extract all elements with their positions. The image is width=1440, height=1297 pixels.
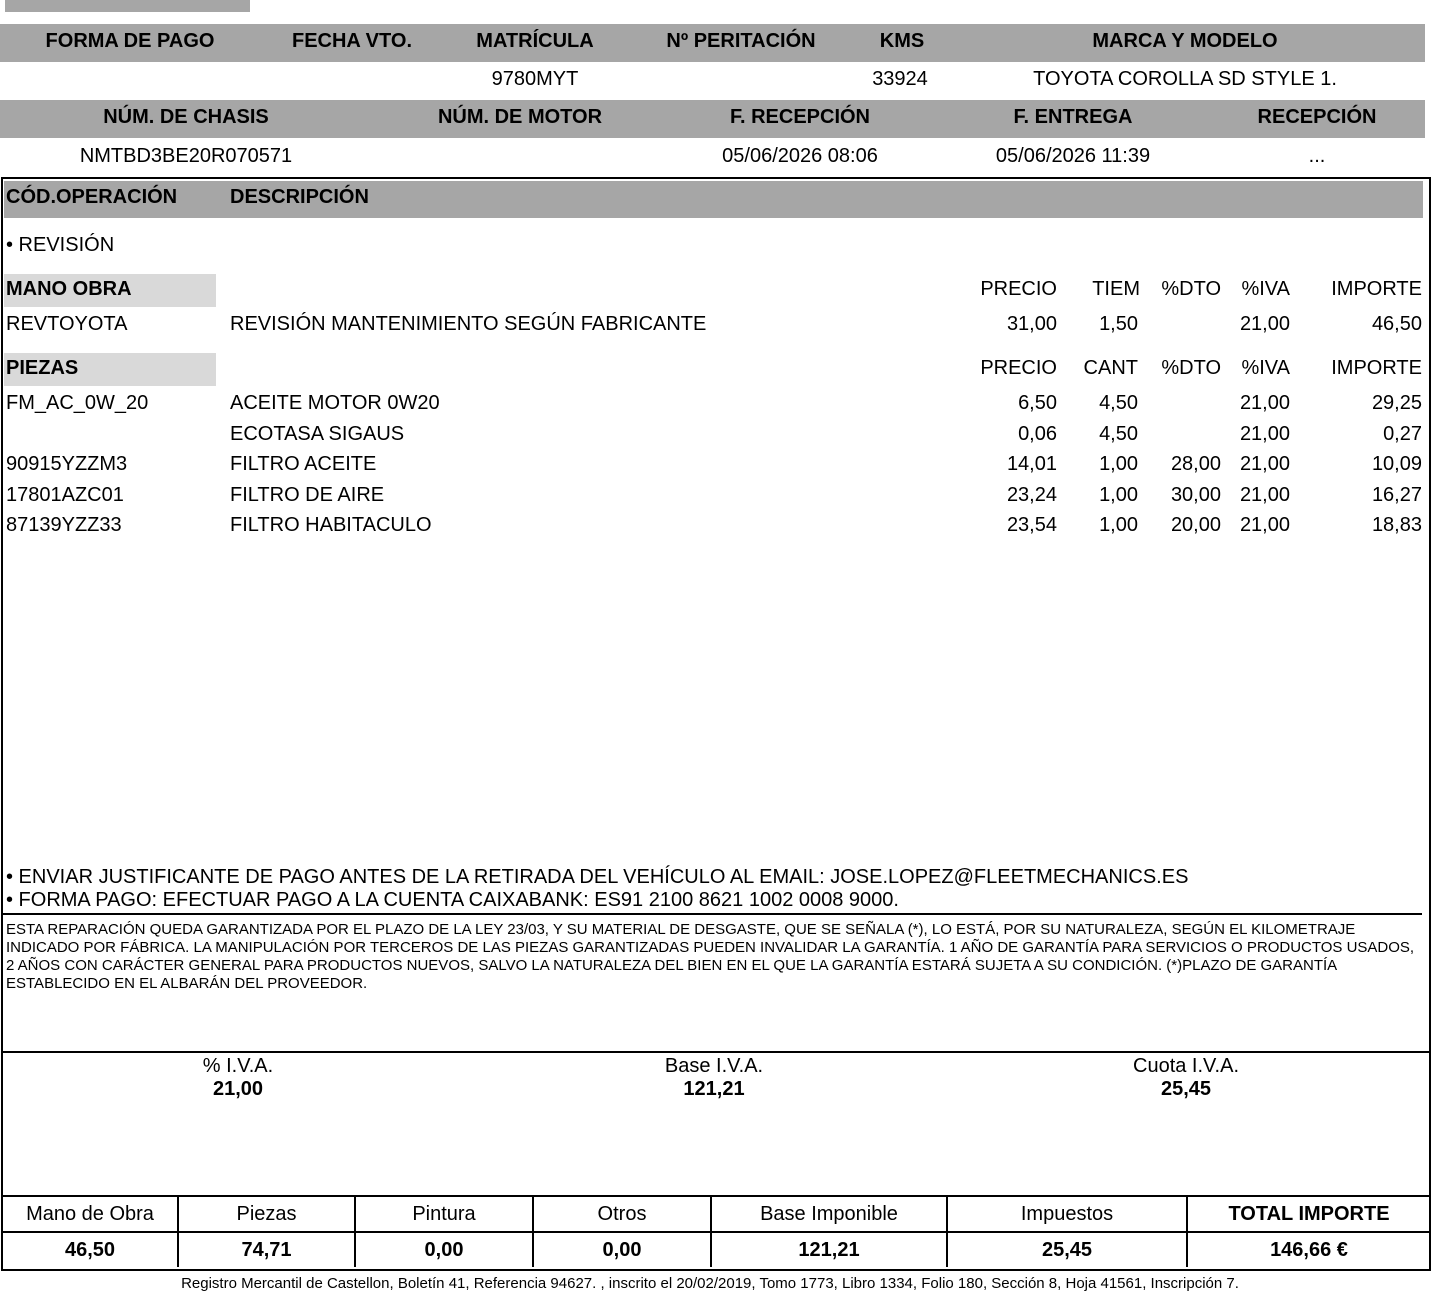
totals-label-total-importe: TOTAL IMPORTE [1228, 1203, 1390, 1225]
row-dto: 30,00 [1170, 484, 1221, 506]
totals-mid-line [3, 1231, 1430, 1233]
row-iva: 21,00 [1239, 392, 1290, 414]
totals-label-mano-obra: Mano de Obra [26, 1203, 154, 1225]
mano-obra-col-dto: %DTO [1161, 278, 1221, 300]
row-precio: 14,01 [1006, 453, 1057, 475]
totals-value-total-importe: 146,66 € [1270, 1239, 1348, 1261]
iva-cuota-label: Cuota I.V.A. [1133, 1055, 1239, 1077]
iva-pct-label: % I.V.A. [202, 1055, 274, 1077]
row-qty: 1,00 [1099, 484, 1138, 506]
totals-label-pintura: Pintura [412, 1203, 476, 1225]
row-desc: ECOTASA SIGAUS [230, 423, 405, 445]
totals-label-base-imponible: Base Imponible [760, 1203, 898, 1225]
table-header-band [4, 181, 1423, 218]
mano-obra-col-iva: %IVA [1241, 278, 1290, 300]
warranty-divider [3, 913, 1422, 915]
mano-obra-col-importe: IMPORTE [1331, 278, 1422, 300]
piezas-col-precio: PRECIO [980, 357, 1057, 379]
iva-divider [3, 1051, 1430, 1053]
totals-value-base-imponible: 121,21 [798, 1239, 860, 1261]
totals-top-line [3, 1195, 1430, 1197]
row-qty: 4,50 [1099, 423, 1138, 445]
row-importe: 10,09 [1371, 453, 1422, 475]
row-qty: 1,50 [1099, 313, 1138, 335]
row-iva: 21,00 [1239, 423, 1290, 445]
iva-pct-value: 21,00 [212, 1078, 264, 1100]
row-iva: 21,00 [1239, 313, 1290, 335]
row-code: REVTOYOTA [6, 313, 128, 335]
warranty-text: ESTA REPARACIÓN QUEDA GARANTIZADA POR EL PLAZO DE LA LEY 23/03, Y SU MATERIAL DE DESGASTE, QUE SE SEÑALA (*), LO ESTÁ, POR SU NATURALEZA, SEGÚN EL KILOMETRAJE INDICADO POR FÁBRICA. LA MANIPULACIÓN POR TERCEROS DE LAS PIEZAS GARANTIZADAS PUEDEN INVALIDAR LA GARANTÍA. 1 AÑO DE GARANTÍA PARA SERVICIOS O PRODUCTOS USADOS, 2 AÑOS CON CARÁCTER GENERAL PARA PRODUCTOS NUEVOS, SALVO LA NATURALEZA DEL BIEN EN EL QUE LA GARANTÍA ESTARÁ SUJETA A SU CONDICIÓN. (*)PLAZO DE GARANTÍA ESTABLECIDO EN EL ALBARÁN DEL PROVEEDOR. [6, 921, 1415, 992]
mano-obra-col-precio: PRECIO [980, 278, 1057, 300]
value-marca-modelo: TOYOTA COROLLA SD STYLE 1. [1033, 68, 1337, 90]
piezas-col-dto: %DTO [1161, 357, 1221, 379]
header-peritacion: Nº PERITACIÓN [666, 30, 816, 52]
top-tab-decoration [5, 0, 250, 12]
header-matricula: MATRÍCULA [476, 30, 594, 52]
row-precio: 6,50 [1018, 392, 1057, 414]
value-matricula: 9780MYT [491, 68, 579, 90]
row-code: 87139YZZ33 [6, 514, 122, 536]
row-dto: 28,00 [1170, 453, 1221, 475]
row-importe: 0,27 [1383, 423, 1422, 445]
totals-label-otros: Otros [597, 1203, 647, 1225]
row-desc: ACEITE MOTOR 0W20 [230, 392, 440, 414]
totals-value-impuestos: 25,45 [1041, 1239, 1093, 1261]
header-kms: KMS [879, 30, 925, 52]
totals-value-piezas: 74,71 [241, 1239, 292, 1261]
mano-obra-label: MANO OBRA [6, 278, 132, 300]
header-f-entrega: F. ENTREGA [1013, 106, 1133, 128]
totals-label-impuestos: Impuestos [1020, 1203, 1114, 1225]
piezas-col-cant: CANT [1083, 357, 1138, 379]
row-importe: 46,50 [1371, 313, 1422, 335]
totals-value-mano-obra: 46,50 [64, 1239, 116, 1261]
row-iva: 21,00 [1239, 514, 1290, 536]
value-f-recepcion: 05/06/2026 08:06 [722, 145, 878, 167]
iva-base-value: 121,21 [683, 1078, 745, 1100]
header-recepcion: RECEPCIÓN [1257, 106, 1377, 128]
totals-value-otros: 0,00 [602, 1239, 642, 1261]
header-chasis: NÚM. DE CHASIS [103, 106, 269, 128]
piezas-col-importe: IMPORTE [1331, 357, 1422, 379]
row-code: FM_AC_0W_20 [6, 392, 149, 414]
table-header-desc: DESCRIPCIÓN [230, 186, 369, 208]
totals-label-piezas: Piezas [236, 1203, 297, 1225]
row-dto: 20,00 [1170, 514, 1221, 536]
row-importe: 29,25 [1371, 392, 1422, 414]
row-precio: 23,24 [1006, 484, 1057, 506]
value-f-entrega: 05/06/2026 11:39 [995, 145, 1151, 167]
row-code: 17801AZC01 [6, 484, 124, 506]
mano-obra-col-tiem: TIEM [1092, 278, 1140, 300]
note-payment: • FORMA PAGO: EFECTUAR PAGO A LA CUENTA CAIXABANK: ES91 2100 8621 1002 0008 9000. [6, 889, 899, 911]
piezas-label: PIEZAS [6, 357, 79, 379]
iva-base-label: Base I.V.A. [664, 1055, 764, 1077]
header-marca-modelo: MARCA Y MODELO [1092, 30, 1278, 52]
main-frame [1, 177, 1431, 1271]
header-fecha-vto: FECHA VTO. [291, 30, 412, 52]
row-precio: 31,00 [1006, 313, 1057, 335]
row-qty: 4,50 [1099, 392, 1138, 414]
row-iva: 21,00 [1239, 453, 1290, 475]
row-desc: FILTRO DE AIRE [230, 484, 385, 506]
value-kms: 33924 [872, 68, 928, 90]
row-desc: FILTRO HABITACULO [230, 514, 432, 536]
row-qty: 1,00 [1099, 453, 1138, 475]
row-precio: 23,54 [1006, 514, 1057, 536]
table-header-cod: CÓD.OPERACIÓN [6, 186, 178, 208]
iva-cuota-value: 25,45 [1160, 1078, 1212, 1100]
header-f-recepcion: F. RECEPCIÓN [729, 106, 871, 128]
row-qty: 1,00 [1099, 514, 1138, 536]
value-chasis: NMTBD3BE20R070571 [79, 145, 293, 167]
row-desc: FILTRO ACEITE [230, 453, 377, 475]
header-forma-pago: FORMA DE PAGO [45, 30, 215, 52]
row-iva: 21,00 [1239, 484, 1290, 506]
note-email: • ENVIAR JUSTIFICANTE DE PAGO ANTES DE LA RETIRADA DEL VEHÍCULO AL EMAIL: JOSE.LOPEZ@FLEETMECHANICS.ES [6, 866, 1189, 888]
totals-value-pintura: 0,00 [424, 1239, 464, 1261]
header-motor: NÚM. DE MOTOR [437, 106, 603, 128]
value-recepcion: ... [1308, 145, 1326, 167]
row-desc: REVISIÓN MANTENIMIENTO SEGÚN FABRICANTE [230, 313, 707, 335]
section-revision: • REVISIÓN [6, 234, 115, 256]
row-precio: 0,06 [1018, 423, 1057, 445]
footer-registro: Registro Mercantil de Castellon, Boletín 41, Referencia 94627. , inscrito el 20/02/2019, Tomo 1773, Libro 1334, Folio 180, Sección 8, Hoja 41561, Inscripción 7. [181, 1275, 1239, 1292]
row-importe: 18,83 [1371, 514, 1422, 536]
piezas-col-iva: %IVA [1241, 357, 1290, 379]
row-importe: 16,27 [1371, 484, 1422, 506]
row-code: 90915YZZM3 [6, 453, 128, 475]
